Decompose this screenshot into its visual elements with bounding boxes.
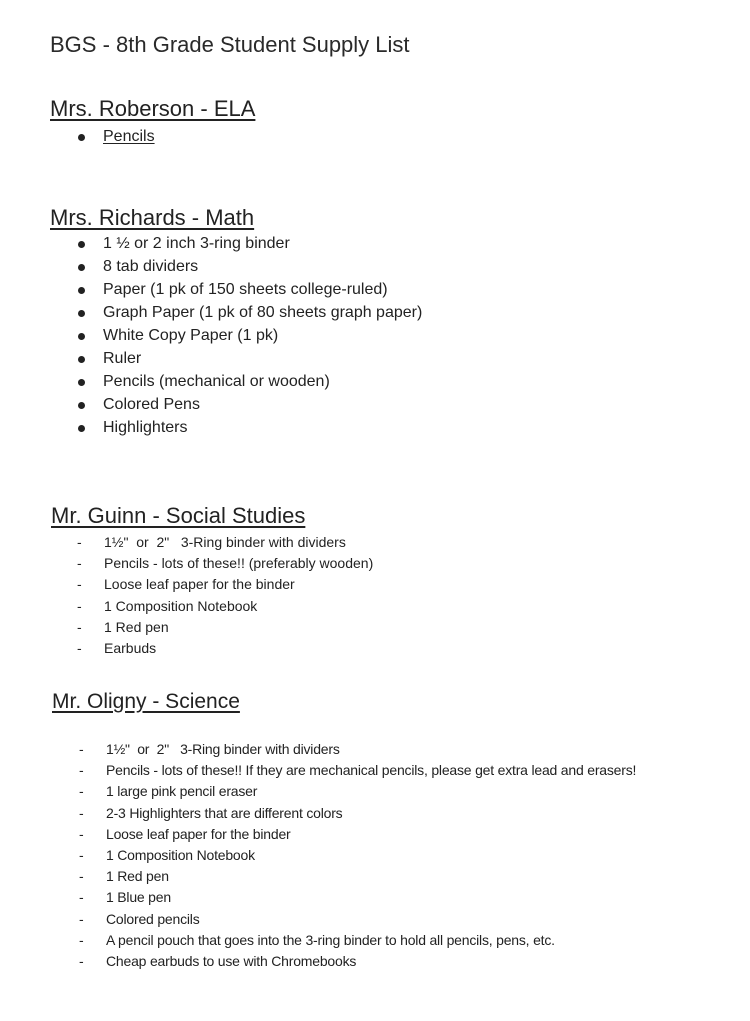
dash-icon <box>79 825 83 843</box>
section-heading-social-studies: Mr. Guinn - Social Studies <box>51 503 306 528</box>
list-item: Highlighters <box>103 418 422 441</box>
supply-list-math <box>103 234 422 441</box>
list-item: - Earbuds <box>104 639 373 660</box>
list-item: - Pencils - lots of these!! If they are mechanical pencils, please get extra lead and erasers! <box>106 761 636 782</box>
list-item: - 1 Blue pen <box>106 888 636 909</box>
bullet-icon <box>78 379 85 386</box>
bullet-icon <box>78 333 85 340</box>
dash-icon <box>79 846 83 864</box>
list-item: - 1½" or 2" 3-Ring binder with dividers <box>106 740 636 761</box>
supply-list-social-studies <box>104 533 373 660</box>
list-item: Pencils (mechanical or wooden) <box>103 372 422 395</box>
list-item: - 1 Red pen <box>104 618 373 639</box>
list-item: - Loose leaf paper for the binder <box>106 825 636 846</box>
dash-icon <box>79 804 83 822</box>
list-item: - Colored pencils <box>106 910 636 931</box>
dash-icon <box>79 782 83 800</box>
bullet-icon <box>78 241 85 248</box>
document-title: BGS - 8th Grade Student Supply List <box>50 32 410 57</box>
dash-icon <box>79 952 83 970</box>
list-item: Graph Paper (1 pk of 80 sheets graph paper) <box>103 303 422 326</box>
list-item: - 1 Red pen <box>106 867 636 888</box>
dash-icon <box>79 910 83 928</box>
list-item: - Cheap earbuds to use with Chromebooks <box>106 952 636 973</box>
list-item: Paper (1 pk of 150 sheets college-ruled) <box>103 280 422 303</box>
bullet-icon <box>78 287 85 294</box>
dash-icon <box>79 931 83 949</box>
bullet-icon <box>78 134 85 141</box>
list-item: - A pencil pouch that goes into the 3-ring binder to hold all pencils, pens, etc. <box>106 931 636 952</box>
dash-icon <box>79 761 83 779</box>
supply-list-ela <box>103 127 155 149</box>
list-item: 8 tab dividers <box>103 257 422 280</box>
dash-icon <box>77 533 82 551</box>
section-heading-science: Mr. Oligny - Science <box>52 690 240 713</box>
list-item: - 1½" or 2" 3-Ring binder with dividers <box>104 533 373 554</box>
list-item: - Pencils - lots of these!! (preferably wooden) <box>104 554 373 575</box>
dash-icon <box>79 888 83 906</box>
list-item: Ruler <box>103 349 422 372</box>
dash-icon <box>77 639 82 657</box>
dash-icon <box>77 597 82 615</box>
section-heading-math: Mrs. Richards - Math <box>50 205 255 230</box>
supply-list-science <box>106 740 636 973</box>
bullet-icon <box>78 264 85 271</box>
list-item: - 1 Composition Notebook <box>106 846 636 867</box>
dash-icon <box>77 618 82 636</box>
section-heading-ela: Mrs. Roberson - ELA <box>50 96 256 121</box>
dash-icon <box>77 575 82 593</box>
dash-icon <box>79 740 83 758</box>
bullet-icon <box>78 402 85 409</box>
list-item: White Copy Paper (1 pk) <box>103 326 422 349</box>
list-item: - Loose leaf paper for the binder <box>104 575 373 596</box>
list-item: Colored Pens <box>103 395 422 418</box>
bullet-icon <box>78 356 85 363</box>
bullet-icon <box>78 425 85 432</box>
list-item: - 1 Composition Notebook <box>104 597 373 618</box>
list-item: - 2-3 Highlighters that are different colors <box>106 804 636 825</box>
list-item: 1 ½ or 2 inch 3-ring binder <box>103 234 422 257</box>
list-item: - 1 large pink pencil eraser <box>106 782 636 803</box>
dash-icon <box>77 554 82 572</box>
list-item: Pencils <box>103 127 155 149</box>
dash-icon <box>79 867 83 885</box>
bullet-icon <box>78 310 85 317</box>
